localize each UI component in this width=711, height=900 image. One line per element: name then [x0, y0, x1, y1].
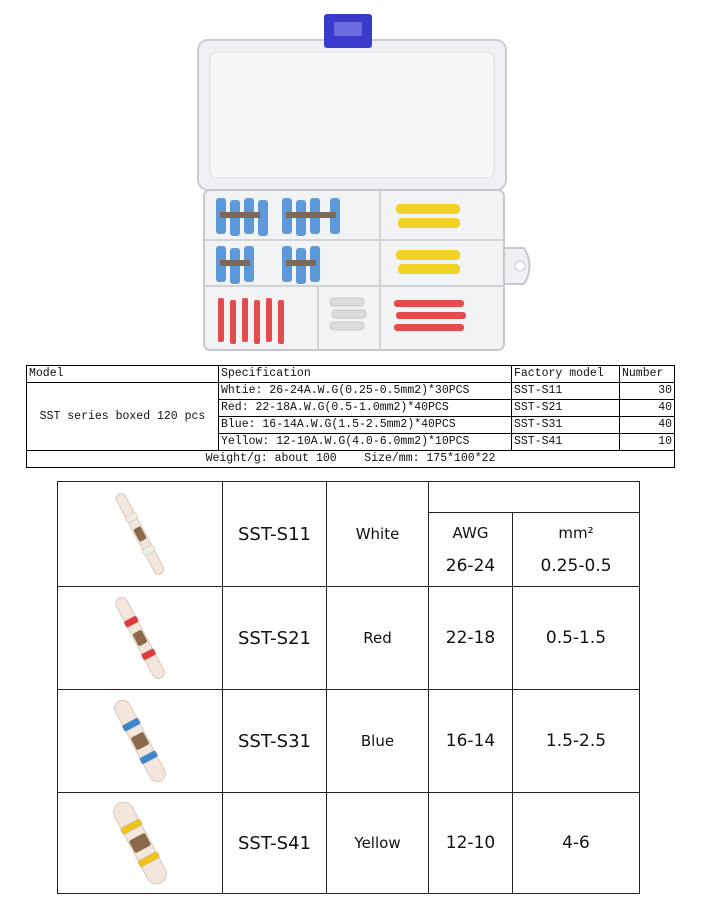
mm-value: 0.5-1.5: [513, 587, 640, 690]
factory-cell: SST-S21: [512, 400, 620, 417]
header-specification: Specification: [219, 366, 512, 383]
awg-value: 26-24: [445, 555, 496, 576]
table-row: [58, 793, 640, 894]
table-row: [58, 587, 640, 690]
awg-value: 22-18: [429, 587, 513, 690]
number-cell: 10: [620, 434, 675, 451]
mm-value: 4-6: [513, 793, 640, 894]
color-cell: Red: [327, 587, 429, 690]
model-cell: SST-S21: [223, 587, 327, 690]
spec-table: [26, 365, 675, 468]
number-cell: 40: [620, 417, 675, 434]
awg-value: 12-10: [429, 793, 513, 894]
sleeve-icon: [85, 798, 195, 888]
product-photo: [190, 8, 540, 353]
color-cell: Yellow: [327, 793, 429, 894]
factory-cell: SST-S41: [512, 434, 620, 451]
factory-cell: SST-S11: [512, 383, 620, 400]
awg-header: AWG: [452, 523, 489, 542]
table-row: [58, 482, 640, 513]
mm-header: mm²: [558, 523, 594, 542]
number-cell: 40: [620, 400, 675, 417]
table-row: [58, 690, 640, 793]
header-number: Number: [620, 366, 675, 383]
sleeve-image-cell: [58, 482, 223, 587]
mm-cell: [513, 513, 640, 587]
awg-value: 16-14: [429, 690, 513, 793]
spec-header-row: [27, 366, 675, 383]
sleeve-icon: [85, 489, 195, 579]
factory-cell: SST-S31: [512, 417, 620, 434]
model-cell: SST-S11: [223, 482, 327, 587]
sleeve-image-cell: [58, 587, 223, 690]
header-factory-model: Factory model: [512, 366, 620, 383]
number-cell: 30: [620, 383, 675, 400]
sleeve-image-cell: [58, 690, 223, 793]
spec-footer-row: [27, 451, 675, 468]
blank-header-cell: [429, 482, 640, 513]
sleeve-icon: [85, 696, 195, 786]
product-table: [57, 481, 640, 894]
spec-cell: Blue: 16-14A.W.G(1.5-2.5mm2)*40PCS: [219, 417, 512, 434]
mm-value: 0.25-0.5: [540, 555, 612, 576]
spec-cell: Yellow: 12-10A.W.G(4.0-6.0mm2)*10PCS: [219, 434, 512, 451]
awg-cell: [429, 513, 513, 587]
spec-cell: Whtie: 26-24A.W.G(0.25-0.5mm2)*30PCS: [219, 383, 512, 400]
header-model: Model: [27, 366, 219, 383]
model-cell: SST-S41: [223, 793, 327, 894]
mm-value: 1.5-2.5: [513, 690, 640, 793]
color-cell: White: [327, 482, 429, 587]
table-row: [27, 383, 675, 400]
model-name: SST series boxed 120 pcs: [27, 383, 219, 451]
color-cell: Blue: [327, 690, 429, 793]
spec-cell: Red: 22-18A.W.G(0.5-1.0mm2)*40PCS: [219, 400, 512, 417]
weight-size: Weight/g: about 100 Size/mm: 175*100*22: [27, 451, 675, 468]
model-cell: SST-S31: [223, 690, 327, 793]
sleeve-image-cell: [58, 793, 223, 894]
sleeve-icon: [85, 593, 195, 683]
